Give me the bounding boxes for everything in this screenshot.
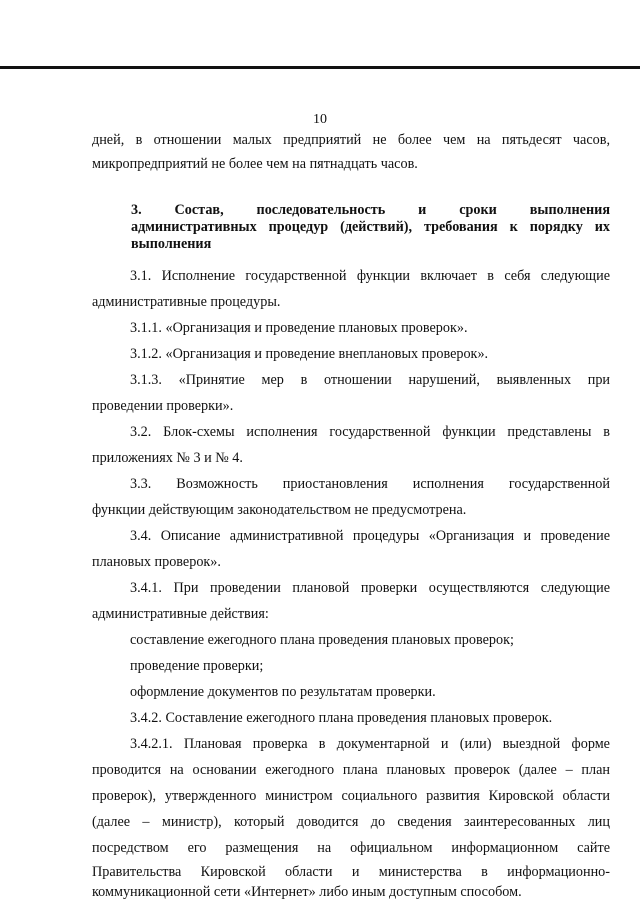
paragraph-line: Правительства Кировской области и министерства в информационно- [92, 864, 610, 880]
paragraph-line: приложениях № 3 и № 4. [92, 450, 243, 466]
section-heading-line-2: административных процедур (действий), требования к порядку их [131, 219, 610, 235]
paragraph-line: проводится на основании ежегодного плана плановых проверок (далее – план [92, 762, 610, 778]
paragraph-line: 3.1.2. «Организация и проведение внеплановых проверок». [130, 346, 489, 362]
paragraph-line: посредством его размещения на официальном информационном сайте [92, 840, 610, 856]
section-heading-line-1: 3. Состав, последовательность и сроки выполнения [131, 202, 610, 218]
paragraph-line: 3.3. Возможность приостановления исполнения государственной [130, 476, 610, 492]
top-rule [0, 66, 640, 69]
paragraph-line: 3.1. Исполнение государственной функции включает в себя следующие [130, 268, 610, 284]
paragraph-line: административные процедуры. [92, 294, 281, 310]
paragraph-line: проверок), утвержденного министром социального развития Кировской области [92, 788, 610, 804]
paragraph-line: микропредприятий не более чем на пятнадцать часов. [92, 156, 418, 172]
paragraph-line: 3.4.2. Составление ежегодного плана проведения плановых проверок. [130, 710, 553, 726]
paragraph-line: коммуникационной сети «Интернет» либо иным доступным способом. [92, 884, 522, 900]
page-number: 10 [313, 112, 327, 127]
paragraph-line: административные действия: [92, 606, 269, 622]
paragraph-line: 3.1.1. «Организация и проведение плановых проверок». [130, 320, 468, 336]
paragraph-line: функции действующим законодательством не предусмотрена. [92, 502, 467, 518]
paragraph-line: 3.1.3. «Принятие мер в отношении нарушений, выявленных при [130, 372, 610, 388]
paragraph-line: проведении проверки». [92, 398, 234, 414]
list-item: оформление документов по результатам проверки. [130, 684, 436, 700]
paragraph-line: (далее – министр), который доводится до сведения заинтересованных лиц [92, 814, 610, 830]
paragraph-line: дней, в отношении малых предприятий не более чем на пятьдесят часов, [92, 132, 610, 148]
paragraph-line: 3.4.2.1. Плановая проверка в документарной и (или) выездной форме [130, 736, 610, 752]
section-heading-line-3: выполнения [131, 236, 212, 252]
list-item: составление ежегодного плана проведения плановых проверок; [130, 632, 514, 648]
paragraph-line: плановых проверок». [92, 554, 221, 570]
paragraph-line: 3.4. Описание административной процедуры «Организация и проведение [130, 528, 610, 544]
paragraph-line: 3.2. Блок-схемы исполнения государственной функции представлены в [130, 424, 610, 440]
paragraph-line: 3.4.1. При проведении плановой проверки осуществляются следующие [130, 580, 610, 596]
list-item: проведение проверки; [130, 658, 264, 674]
